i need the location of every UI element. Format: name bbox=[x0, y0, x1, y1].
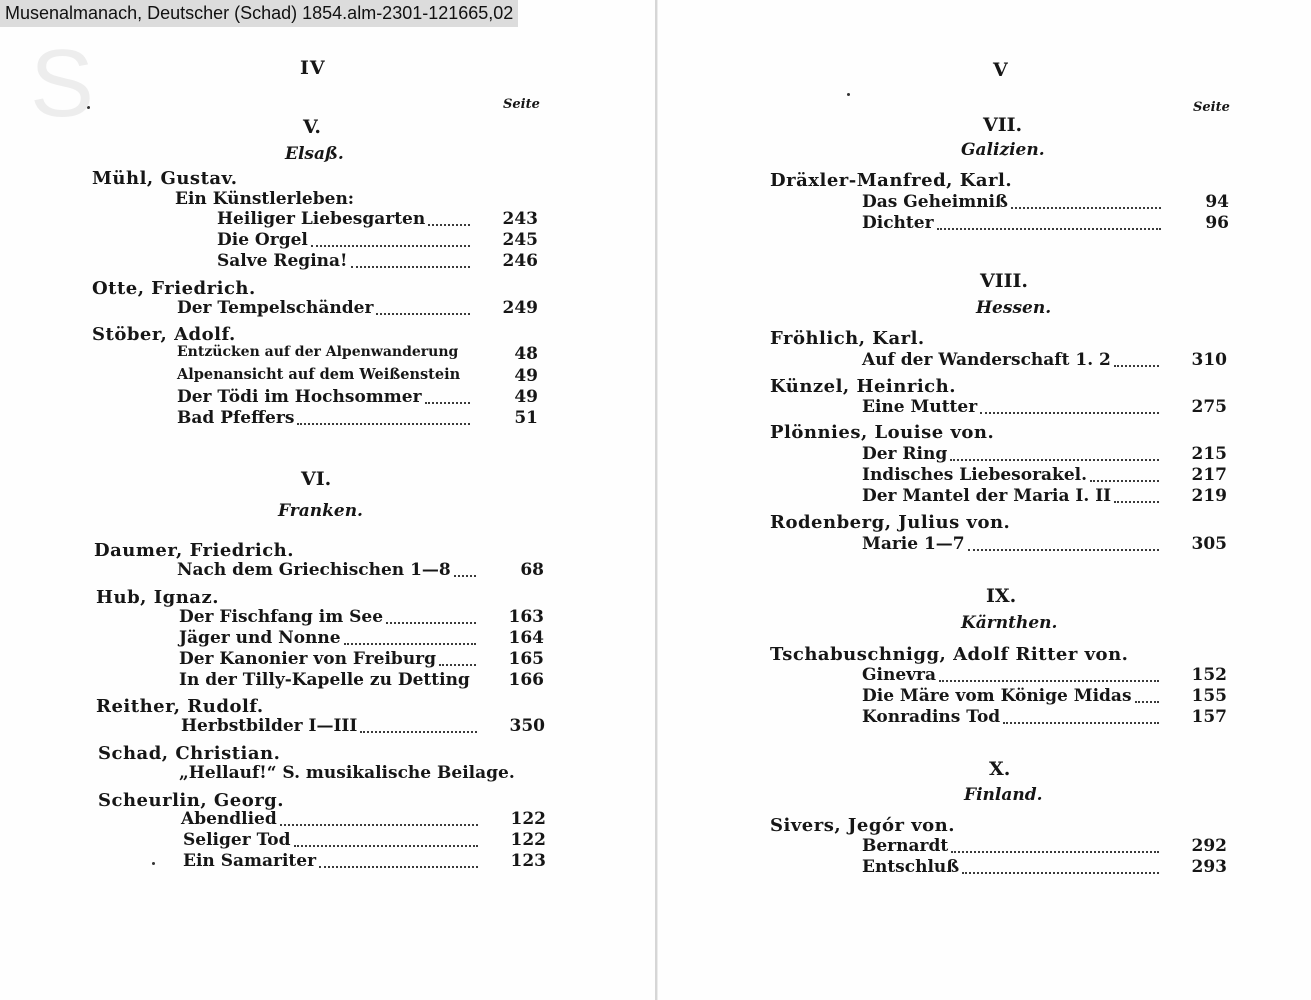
toc-entry-title: Ein Samariter bbox=[183, 851, 317, 871]
toc-entry-title: Jäger und Nonne bbox=[179, 628, 341, 648]
author-tschabuschnigg: Tschabuschnigg, Adolf Ritter von. bbox=[770, 644, 1129, 665]
print-speck bbox=[152, 862, 155, 865]
dot-leader bbox=[1003, 720, 1159, 724]
dot-leader bbox=[311, 243, 470, 247]
section-numeral-ix: IX. bbox=[986, 585, 1017, 607]
toc-entry-title: Die Märe vom Könige Midas bbox=[862, 686, 1132, 706]
dot-leader bbox=[1135, 699, 1159, 703]
toc-entry-title: Auf der Wanderschaft 1. 2 bbox=[862, 350, 1111, 370]
region-hessen: Hessen. bbox=[976, 298, 1052, 318]
toc-entry-page: 246 bbox=[502, 251, 538, 271]
toc-entry-title: Nach dem Griechischen 1—8 bbox=[177, 560, 451, 580]
toc-entry-page: 275 bbox=[1191, 397, 1227, 417]
toc-entry-page: 94 bbox=[1205, 192, 1229, 212]
subheading-kuenstlerleben: Ein Künstlerleben: bbox=[175, 189, 355, 209]
toc-entry-title: In der Tilly-Kapelle zu Detting bbox=[179, 670, 470, 690]
section-numeral-viii: VIII. bbox=[980, 270, 1029, 292]
toc-entry-title: Der Kanonier von Freiburg bbox=[179, 649, 437, 669]
section-numeral-v: V. bbox=[303, 116, 322, 138]
dot-leader bbox=[962, 870, 1159, 874]
dot-leader bbox=[360, 729, 477, 733]
toc-entry-title: Der Fischfang im See bbox=[179, 607, 384, 627]
author-schad: Schad, Christian. bbox=[98, 743, 281, 764]
author-froehlich: Fröhlich, Karl. bbox=[770, 328, 925, 349]
dot-leader bbox=[1090, 478, 1159, 482]
toc-entry-page: 310 bbox=[1191, 350, 1227, 370]
region-elsass: Elsaß. bbox=[285, 144, 344, 164]
toc-entry-page: 68 bbox=[520, 560, 544, 580]
toc-entry-page: 249 bbox=[502, 298, 538, 318]
author-kuenzel: Künzel, Heinrich. bbox=[770, 376, 956, 397]
dot-leader bbox=[297, 421, 470, 425]
toc-entry-title: Dichter bbox=[862, 213, 934, 233]
toc-entry-page: 163 bbox=[508, 607, 544, 627]
dot-leader bbox=[1114, 363, 1159, 367]
author-sivers: Sivers, Jegór von. bbox=[770, 815, 956, 836]
author-draexler-manfred: Dräxler-Manfred, Karl. bbox=[770, 170, 1013, 191]
region-galizien: Galizien. bbox=[961, 140, 1045, 160]
toc-entry-title: Ginevra bbox=[862, 665, 937, 685]
toc-entry-title: Entschluß bbox=[862, 857, 960, 877]
toc-entry-page: 350 bbox=[509, 716, 545, 736]
toc-entry-page: 219 bbox=[1191, 486, 1227, 506]
toc-entry-title: „Hellauf!“ S. musikalische Beilage. bbox=[179, 763, 515, 783]
region-franken: Franken. bbox=[278, 501, 363, 521]
print-speck bbox=[847, 93, 850, 96]
dot-leader bbox=[937, 226, 1161, 230]
dot-leader bbox=[351, 264, 470, 268]
toc-entry-page: 51 bbox=[514, 408, 538, 428]
dot-leader bbox=[968, 547, 1159, 551]
dot-leader bbox=[280, 822, 478, 826]
right-seite-label: Seite bbox=[1193, 100, 1230, 115]
toc-entry-title: Bernardt bbox=[862, 836, 949, 856]
toc-entry-page: 217 bbox=[1191, 465, 1227, 485]
author-hub: Hub, Ignaz. bbox=[96, 587, 219, 608]
author-muehl: Mühl, Gustav. bbox=[92, 168, 238, 189]
toc-entry-title: Indisches Liebesorakel. bbox=[862, 465, 1088, 485]
toc-entry-page: 96 bbox=[1205, 213, 1229, 233]
watermark-letter: S bbox=[30, 30, 95, 137]
toc-entry-title: Der Mantel der Maria I. II bbox=[862, 486, 1112, 506]
toc-entry-page: 122 bbox=[510, 809, 546, 829]
toc-entry-title: Seliger Tod bbox=[183, 830, 291, 850]
left-page-number: IV bbox=[300, 57, 326, 79]
author-scheurlin: Scheurlin, Georg. bbox=[98, 790, 285, 811]
toc-entry-title: Der Tempelschänder bbox=[177, 298, 374, 318]
section-numeral-vi: VI. bbox=[301, 468, 332, 490]
author-rodenberg: Rodenberg, Julius von. bbox=[770, 512, 1011, 533]
dot-leader bbox=[454, 573, 476, 577]
toc-entry-page: 292 bbox=[1191, 836, 1227, 856]
left-seite-label: Seite bbox=[503, 97, 540, 112]
dot-leader bbox=[386, 620, 476, 624]
toc-entry-page: 49 bbox=[514, 387, 538, 407]
right-page-number: V bbox=[993, 59, 1009, 81]
toc-entry-page: 215 bbox=[1191, 444, 1227, 464]
image-caption: Musenalmanach, Deutscher (Schad) 1854.alm-2301-121665,02 bbox=[0, 0, 518, 27]
dot-leader bbox=[319, 864, 478, 868]
dot-leader bbox=[294, 843, 478, 847]
toc-entry-title: Der Tödi im Hochsommer bbox=[177, 387, 422, 407]
toc-entry-title: Die Orgel bbox=[217, 230, 308, 250]
dot-leader bbox=[376, 311, 470, 315]
toc-entry-page: 165 bbox=[508, 649, 544, 669]
dot-leader bbox=[425, 400, 470, 404]
toc-entry-page: 305 bbox=[1191, 534, 1227, 554]
toc-entry-page: 152 bbox=[1191, 665, 1227, 685]
author-ploennies: Plönnies, Louise von. bbox=[770, 422, 995, 443]
toc-entry-title: Marie 1—7 bbox=[862, 534, 965, 554]
toc-entry-title: Heiliger Liebesgarten bbox=[217, 209, 426, 229]
toc-entry-page: 243 bbox=[502, 209, 538, 229]
dot-leader bbox=[980, 410, 1159, 414]
toc-entry-page: 122 bbox=[510, 830, 546, 850]
section-numeral-x: X. bbox=[989, 758, 1011, 780]
toc-entry-page: 164 bbox=[508, 628, 544, 648]
toc-entry-page: 123 bbox=[510, 851, 546, 871]
toc-entry-page: 49 bbox=[514, 366, 538, 386]
author-otte: Otte, Friedrich. bbox=[92, 278, 256, 299]
dot-leader bbox=[344, 641, 476, 645]
toc-entry-title: Bad Pfeffers bbox=[177, 408, 295, 428]
dot-leader bbox=[428, 222, 470, 226]
toc-entry-page: 245 bbox=[502, 230, 538, 250]
dot-leader bbox=[951, 849, 1159, 853]
toc-entry-title: Entzücken auf der Alpenwanderung bbox=[177, 344, 459, 360]
toc-entry-title: Konradins Tod bbox=[862, 707, 1001, 727]
toc-entry-title: Der Ring bbox=[862, 444, 948, 464]
author-daumer: Daumer, Friedrich. bbox=[94, 540, 295, 561]
right-page bbox=[657, 0, 1311, 1000]
toc-entry-page: 48 bbox=[514, 344, 538, 364]
region-finland: Finland. bbox=[964, 785, 1043, 805]
toc-entry-page: 155 bbox=[1191, 686, 1227, 706]
section-numeral-vii: VII. bbox=[983, 114, 1023, 136]
toc-entry-title: Eine Mutter bbox=[862, 397, 978, 417]
author-reither: Reither, Rudolf. bbox=[96, 696, 264, 717]
toc-entry-title: Abendlied bbox=[181, 809, 277, 829]
toc-entry-title: Salve Regina! bbox=[217, 251, 348, 271]
toc-entry-title: Herbstbilder I—III bbox=[181, 716, 358, 736]
dot-leader bbox=[939, 678, 1159, 682]
author-stoeber: Stöber, Adolf. bbox=[92, 324, 236, 345]
region-kaernthen: Kärnthen. bbox=[961, 613, 1058, 633]
toc-entry-title: Alpenansicht auf dem Weißenstein bbox=[177, 366, 461, 383]
toc-entry-page: 157 bbox=[1191, 707, 1227, 727]
toc-entry-page: 293 bbox=[1191, 857, 1227, 877]
dot-leader bbox=[1114, 499, 1159, 503]
dot-leader bbox=[950, 457, 1159, 461]
dot-leader bbox=[1011, 205, 1161, 209]
toc-entry-page: 166 bbox=[508, 670, 544, 690]
toc-entry-title: Das Geheimniß bbox=[862, 192, 1008, 212]
dot-leader bbox=[439, 662, 476, 666]
